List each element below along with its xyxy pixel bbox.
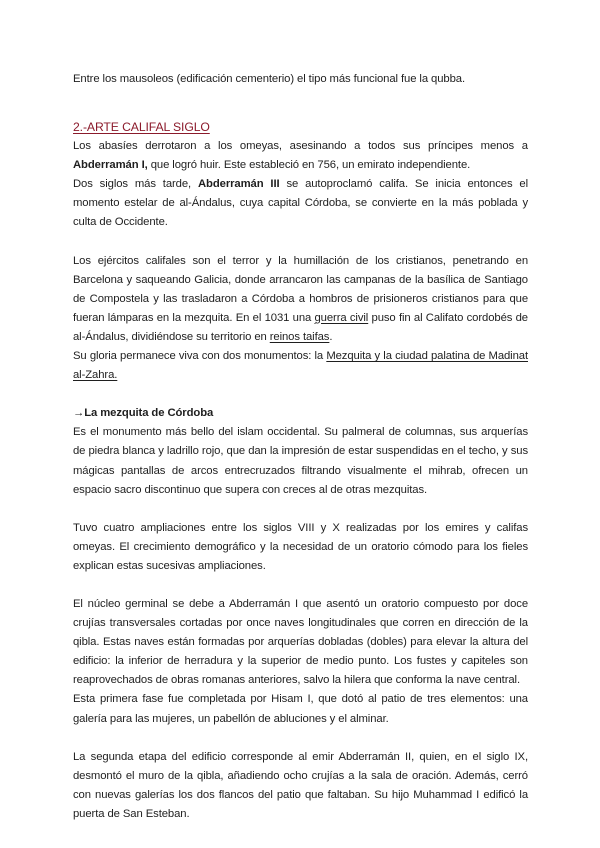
paragraph-segunda-etapa: La segunda etapa del edificio corresponde al emir Abderramán II, quien, en el siglo IX, desmontó el muro de la qibla, añadiendo ocho crujías a la sala de oración. Además, cerró con nuevas galerías los dos flancos del patio que faltaban. Su hijo Muhammad I edificó la puerta de San Esteban. bbox=[73, 750, 528, 820]
link-mezquita-madinat[interactable]: Mezquita y la ciudad palatina de Madinat al-Zahra. bbox=[73, 350, 528, 382]
section-title: 2.-ARTE CALIFAL SIGLO bbox=[73, 120, 210, 135]
paragraph-hisam: Esta primera fase fue completada por Hisam I, que dotó al patio de tres elementos: una galería para las mujeres, un pabellón de abluciones y el alminar. bbox=[73, 693, 528, 725]
intro-paragraph: Entre los mausoleos (edificación cementerio) el tipo más funcional fue la qubba. bbox=[73, 73, 466, 85]
link-reinos-taifas[interactable]: reinos taifas bbox=[269, 330, 330, 343]
paragraph-ampliaciones: Tuvo cuatro ampliaciones entre los siglos VIII y X realizadas por los emires y califas omeyas. El crecimiento demográfico y la necesidad de un oratorio cómodo para los fieles explican estas sucesivas ampliaciones. bbox=[73, 521, 528, 572]
subheading-mezquita: →La mezquita de Córdoba bbox=[73, 407, 214, 420]
paragraph-ejercitos: Los ejércitos califales son el terror y la humillación de los cristianos, penetrando en Barcelona y saqueando Galicia, donde arrancaron las campanas de la basílica de Santiago de Compostela y las trasladaron a Córdoba a hombros de prisioneros cristianos para que fueran lámparas en la mezquita. En el 1031 una guerra civil puso fin al Califato cordobés de al-Ándalus, dividiéndose su territorio en reinos taifas. bbox=[73, 254, 528, 343]
paragraph-nucleo-germinal: El núcleo germinal se debe a Abderramán I que asentó un oratorio compuesto por doce crujías transversales cortadas por once naves longitudinales que corren en dirección de la qibla. Estas naves están formadas por arquerías dobladas (dobles) para elevar la altura del edificio: la inferior de herradura y la superior de medio punto. Los fustes y capiteles son reaprovechados de obras romanas anteriores, salvo la hilera que conforma la nave central. bbox=[73, 597, 528, 687]
paragraph-abasies: Los abasíes derrotaron a los omeyas, asesinando a todos sus príncipes menos a Abderramán I, que logró huir. Este estableció en 756, un emirato independiente. bbox=[73, 140, 528, 172]
paragraph-abderraman-iii: Dos siglos más tarde, Abderramán III se autoproclamó califa. Se inicia entonces el momento estelar de al-Ándalus, cuya capital Córdoba, se convierte en la más poblada y culta de Occidente. bbox=[73, 178, 529, 229]
paragraph-gloria: Su gloria permanece viva con dos monumentos: la Mezquita y la ciudad palatina de Madinat al-Zahra. bbox=[73, 350, 528, 382]
link-guerra-civil[interactable]: guerra civil bbox=[314, 311, 369, 324]
document-body bbox=[73, 70, 528, 824]
paragraph-monumento: Es el monumento más bello del islam occidental. Su palmeral de columnas, sus arquerías de piedra blanca y ladrillo rojo, que dan la impresión de estar suspendidas en el techo, y sus mágicas pantallas de arcos entrecruzados filtrando visualmente el mihrab, ofrecen un espacio sacro discontinuo que supera con creces al de otras mezquitas. bbox=[73, 426, 528, 496]
